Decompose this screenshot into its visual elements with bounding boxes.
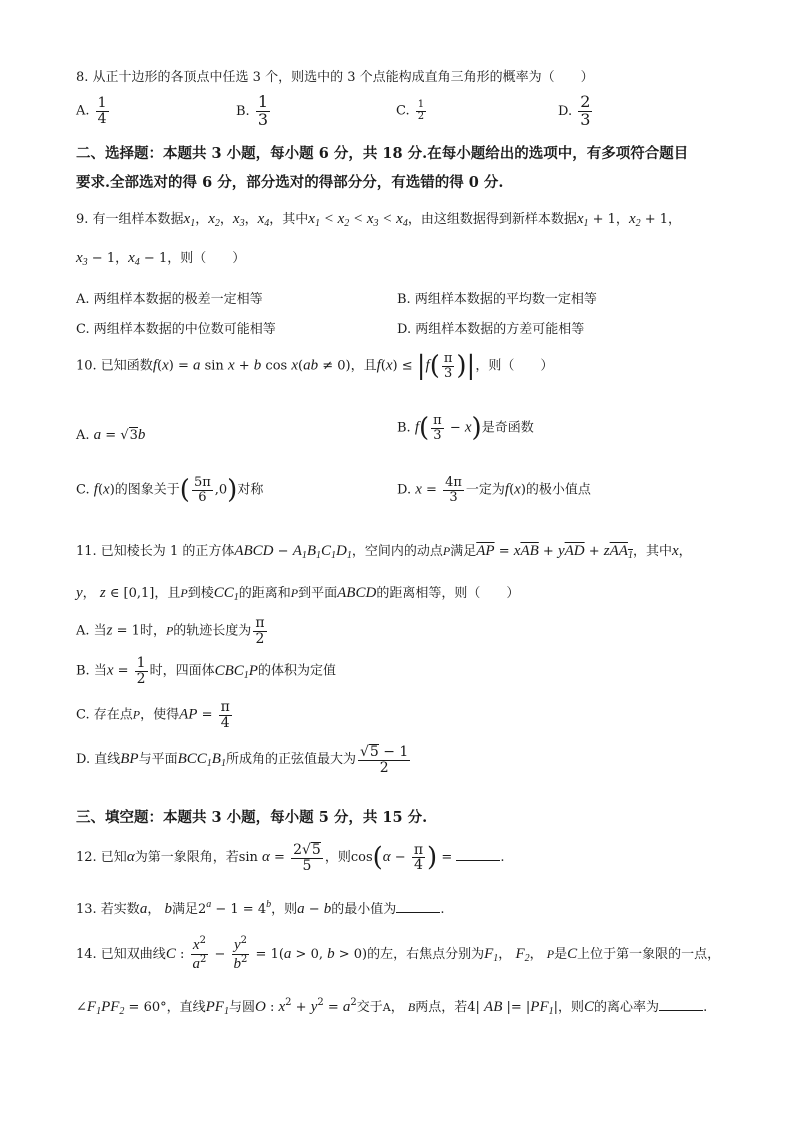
- q9-option-c: C. 两组样本数据的中位数可能相等: [76, 322, 276, 337]
- q9-option-a: A. 两组样本数据的极差一定相等: [76, 292, 263, 307]
- q9-stem-line2: $x_3 - 1$，$x_4 - 1$，则（ ）: [76, 250, 246, 268]
- section2-line2: 要求.全部选对的得 6 分，部分选对的得部分分，有选错的得 0 分.: [76, 174, 504, 191]
- q14-answer-blank[interactable]: [659, 998, 703, 1011]
- q10-option-d: D. x = $\frac{4\pi}{3}$ 一定为f(x)的极小值点: [397, 475, 591, 505]
- q10-stem: 10. 已知函数f(x) = a sin x + b cos x(ab ≠ 0)，且f(x) ≤ |f( $\frac{\pi}{3}$ )|，则（ ）: [76, 351, 554, 382]
- q14-stem-line2: $\angle F_1PF_2 = 60^\circ$，直线$PF_1$与圆O : $x^2 + y^2 = a^2$交于A， B两点，若4| AB |= $|PF_1|$，则C的离心率为 .: [76, 997, 708, 1017]
- q8-option-c: C. $\frac{1}{2}$: [396, 99, 425, 122]
- q14-stem-line1: 14. 已知双曲线C : $\frac{x^2}{a^2}$ − $\frac{y^2}{b^2}$ = 1(a > 0, b > 0)的左，右焦点分别为$F_1$， $F_2$， P是C上位于第一象限的一点，: [76, 935, 721, 972]
- section2-line1: 二、选择题：本题共 3 小题，每小题 6 分，共 18 分.在每小题给出的选项中，有多项符合题目: [76, 145, 689, 162]
- q9-option-d: D. 两组样本数据的方差可能相等: [397, 322, 585, 337]
- q13-answer-blank[interactable]: [396, 900, 440, 913]
- q9-option-b: B. 两组样本数据的平均数一定相等: [397, 292, 597, 307]
- q10-option-b: B. f( $\frac{\pi}{3}$ − x)是奇函数: [397, 413, 534, 444]
- q9-stem-line1: 9. 有一组样本数据$x_1$，$x_2$，$x_3$，$x_4$，其中$x_1 < x_2 < x_3 < x_4$，由这组数据得到新样本数据$x_1 + 1$，$x_2 + 1$，: [76, 211, 682, 229]
- q11-option-c: C. 存在点P，使得AP = $\frac{\pi}{4}$: [76, 699, 230, 731]
- q11-option-d: D. 直线BP与平面$BCC_1B_1$所成角的正弦值最大为 $\frac{√5 - 1}{2}$: [76, 744, 409, 776]
- section3-title: 三、填空题：本题共 3 小题，每小题 5 分，共 15 分.: [76, 809, 428, 826]
- q8-stem: 8. 从正十边形的各顶点中任选 3 个，则选中的 3 个点能构成直角三角形的概率为（ ）: [76, 70, 594, 85]
- q10-option-c: C. f(x)的图象关于( $\frac{5\pi}{6}$ ,0)对称: [76, 475, 264, 506]
- q13-stem: 13. 若实数a， b满足$2^a - 1 = 4^b$，则a − b的最小值为 .: [76, 899, 445, 917]
- q12-stem: 12. 已知α为第一象限角，若sin α = $\frac{2√5}{5}$ ，则cos(α − $\frac{\pi}{4}$ ) = .: [76, 841, 505, 874]
- q8-option-d: D. $\frac{2}{3}$: [558, 92, 591, 129]
- q11-stem-line1: 11. 已知棱长为 1 的正方体ABCD − $A_1B_1C_1D_1$，空间内的动点P满足$\overline{AP} = x\overline{AB} + y\overline{AD} + zAA_1$，其中x，: [76, 543, 692, 561]
- q8-option-a: A. $\frac{1}{4}$: [76, 95, 107, 127]
- q8-option-b: B. $\frac{1}{3}$: [236, 92, 269, 129]
- q10-option-a: A. a = √3b: [76, 427, 146, 443]
- q11-option-b: B. 当x = $\frac{1}{2}$ 时，四面体$CBC_1P$的体积为定值: [76, 655, 336, 687]
- q11-option-a: A. 当z = 1时，P的轨迹长度为 $\frac{\pi}{2}$: [76, 615, 265, 647]
- q11-stem-line2: y， z ∈ [0,1]，且P到棱$CC_1$的距离和P到平面ABCD的距离相等，则（ ）: [76, 585, 520, 603]
- q12-answer-blank[interactable]: [456, 848, 500, 861]
